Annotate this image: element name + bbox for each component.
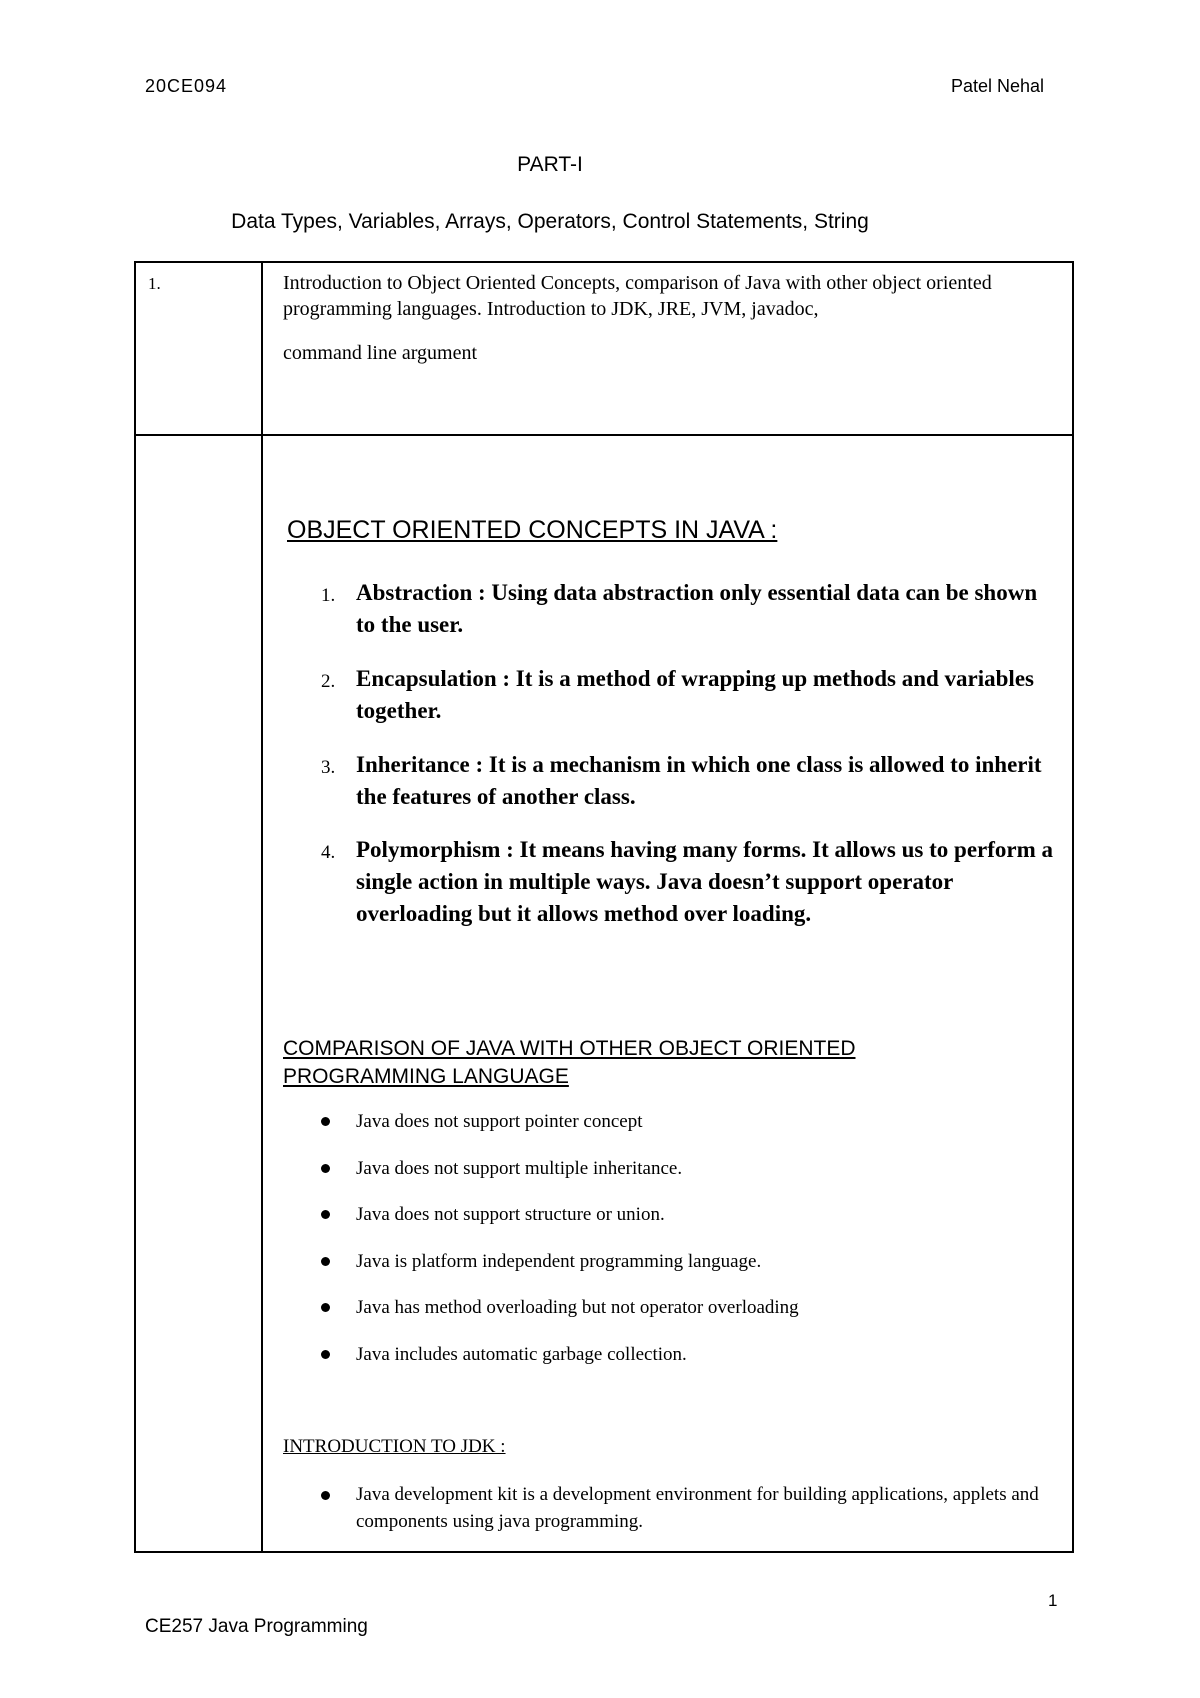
comparison-point: Java has method overloading but not operator overloading [356, 1297, 799, 1318]
jdk-description: Java development kit is a development environment for building applications, applets and components using java programming. [356, 1484, 1039, 1532]
bullet-icon [321, 1303, 330, 1312]
comparison-point: Java does not support multiple inheritance. [356, 1158, 683, 1179]
comparison-heading: COMPARISON OF JAVA WITH OTHER OBJECT ORIENTED PROGRAMMING LANGUAGE [283, 1037, 856, 1088]
table-row-divider [136, 434, 1072, 436]
header-author-name: Patel Nehal [951, 76, 1045, 96]
bullet-icon [321, 1491, 330, 1500]
list-number: 4. [321, 842, 336, 863]
page-subtitle: Data Types, Variables, Arrays, Operators, Control Statements, String [231, 210, 869, 233]
row-number: 1. [148, 274, 161, 293]
oo-concepts-heading: OBJECT ORIENTED CONCEPTS IN JAVA : [287, 516, 778, 544]
bullet-icon [321, 1257, 330, 1266]
bullet-icon [321, 1350, 330, 1359]
list-number: 1. [321, 585, 336, 606]
jdk-heading: INTRODUCTION TO JDK : [283, 1436, 506, 1457]
list-number: 2. [321, 671, 336, 692]
bullet-icon [321, 1117, 330, 1126]
practical-description: Introduction to Object Oriented Concepts, comparison of Java with other object oriented programming languages. Introduction to JDK, JRE, JVM, javadoc, [283, 272, 992, 320]
comparison-point: Java does not support pointer concept [356, 1111, 643, 1132]
comparison-point: Java includes automatic garbage collection. [356, 1344, 687, 1365]
list-number: 3. [321, 757, 336, 778]
bullet-icon [321, 1164, 330, 1173]
footer-course-name: CE257 Java Programming [145, 1616, 368, 1637]
comparison-point: Java is platform independent programming language. [356, 1251, 762, 1272]
concept-encapsulation: Encapsulation : It is a method of wrapping up methods and variables together. [356, 666, 1034, 723]
comparison-point: Java does not support structure or union. [356, 1204, 665, 1225]
concept-inheritance: Inheritance : It is a mechanism in which one class is allowed to inherit the features of another class. [356, 752, 1042, 809]
header-roll-number: 20CE094 [145, 76, 228, 96]
concept-polymorphism: Polymorphism : It means having many forms. It allows us to perform a single action in multiple ways. Java doesn’t support operator overloading but it allows method over loading. [356, 837, 1054, 926]
bullet-icon [321, 1210, 330, 1219]
page-number: 1 [1048, 1591, 1058, 1610]
practical-description-continued: command line argument [283, 342, 478, 364]
part-title: PART-I [517, 153, 583, 176]
table-column-divider [261, 263, 263, 1551]
concept-abstraction: Abstraction : Using data abstraction only essential data can be shown to the user. [356, 580, 1038, 637]
